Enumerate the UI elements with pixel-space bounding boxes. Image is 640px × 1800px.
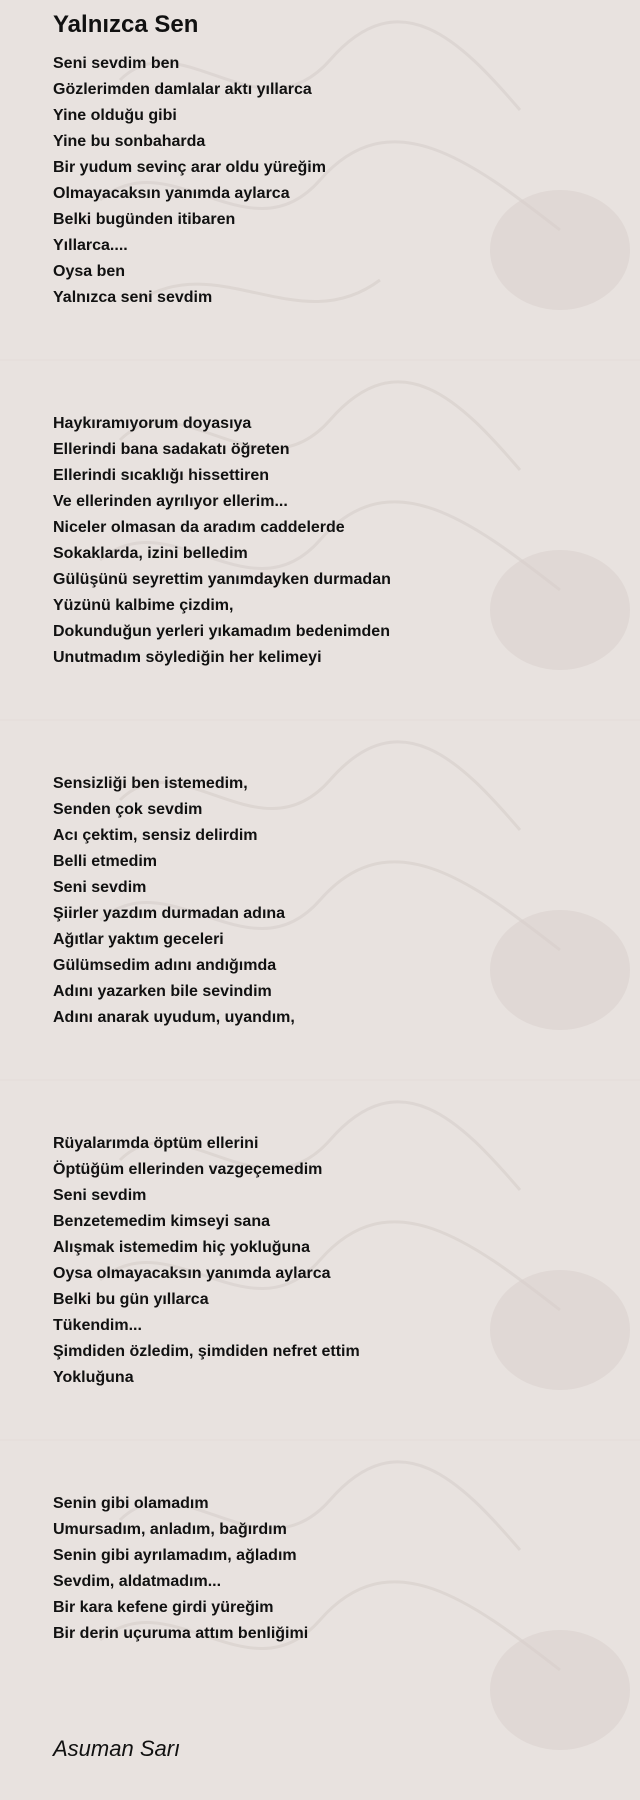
poem-line: Adını yazarken bile sevindim — [53, 983, 272, 1000]
poem-line: Seni sevdim ben — [53, 55, 180, 72]
poem-line: Ve ellerinden ayrılıyor ellerim... — [53, 493, 288, 510]
poem-line: Oysa olmayacaksın yanımda aylarca — [53, 1265, 331, 1282]
poem-line: Seni sevdim — [53, 1187, 147, 1204]
poem-line: Umursadım, anladım, bağırdım — [53, 1521, 287, 1538]
stanza-2 — [53, 411, 613, 671]
stanza-1 — [53, 51, 613, 311]
poem-line: Alışmak istemedim hiç yokluğuna — [53, 1239, 310, 1256]
poem-line: Yüzünü kalbime çizdim, — [53, 597, 234, 614]
poem-line: Yalnızca seni sevdim — [53, 289, 213, 306]
poem-line: Gözlerimden damlalar aktı yıllarca — [53, 81, 312, 98]
poem-line: Yine bu sonbaharda — [53, 133, 206, 150]
poem-line: Ağıtlar yaktım geceleri — [53, 931, 224, 948]
poem-line: Niceler olmasan da aradım caddelerde — [53, 519, 345, 536]
poem-line: Rüyalarımda öptüm ellerini — [53, 1135, 259, 1152]
poem-line: Belki bu gün yıllarca — [53, 1291, 209, 1308]
poem-line: Gülüşünü seyrettim yanımdayken durmadan — [53, 571, 391, 588]
poem-line: Yıllarca.... — [53, 237, 128, 254]
poem-line: Benzetemedim kimseyi sana — [53, 1213, 270, 1230]
poem-line: Sokaklarda, izini belledim — [53, 545, 248, 562]
poem-line: Şiirler yazdım durmadan adına — [53, 905, 286, 922]
poem-line: Ellerindi sıcaklığı hissettiren — [53, 467, 270, 484]
poem-line: Ellerindi bana sadakatı öğreten — [53, 441, 290, 458]
poem-line: Belki bugünden itibaren — [53, 211, 236, 228]
poem-line: Oysa ben — [53, 263, 126, 280]
poem-line: Bir derin uçuruma attım benliğimi — [53, 1625, 309, 1642]
poem-line: Dokunduğun yerleri yıkamadım bedenimden — [53, 623, 390, 640]
poem-line: Bir yudum sevinç arar oldu yüreğim — [53, 159, 326, 176]
poem-line: Olmayacaksın yanımda aylarca — [53, 185, 290, 202]
stanza-3 — [53, 771, 613, 1031]
poem-line: Haykıramıyorum doyasıya — [53, 415, 252, 432]
poem-title: Yalnızca Sen — [53, 11, 199, 38]
poem-line: Belli etmedim — [53, 853, 158, 870]
stanza-5 — [53, 1491, 613, 1647]
poem-line: Tükendim... — [53, 1317, 142, 1334]
poem-line: Sevdim, aldatmadım... — [53, 1573, 222, 1590]
poem-line: Seni sevdim — [53, 879, 147, 896]
poem-line: Senin gibi olamadım — [53, 1495, 209, 1512]
poem-line: Adını anarak uyudum, uyandım, — [53, 1009, 295, 1026]
poem-line: Sensizliği ben istemedim, — [53, 775, 248, 792]
poem-line: Şimdiden özledim, şimdiden nefret ettim — [53, 1343, 360, 1360]
poem-line: Yokluğuna — [53, 1369, 134, 1386]
poem-line: Yine olduğu gibi — [53, 107, 177, 124]
poem-line: Senden çok sevdim — [53, 801, 203, 818]
stanza-4 — [53, 1131, 613, 1391]
poem-line: Acı çektim, sensiz delirdim — [53, 827, 258, 844]
poem-line: Öptüğüm ellerinden vazgeçemedim — [53, 1161, 323, 1178]
poem-line: Unutmadım söylediğin her kelimeyi — [53, 649, 322, 666]
poem-line: Gülümsedim adını andığımda — [53, 957, 277, 974]
poem-line: Bir kara kefene girdi yüreğim — [53, 1599, 274, 1616]
poem-author: Asuman Sarı — [53, 1736, 181, 1761]
poem-line: Senin gibi ayrılamadım, ağladım — [53, 1547, 297, 1564]
